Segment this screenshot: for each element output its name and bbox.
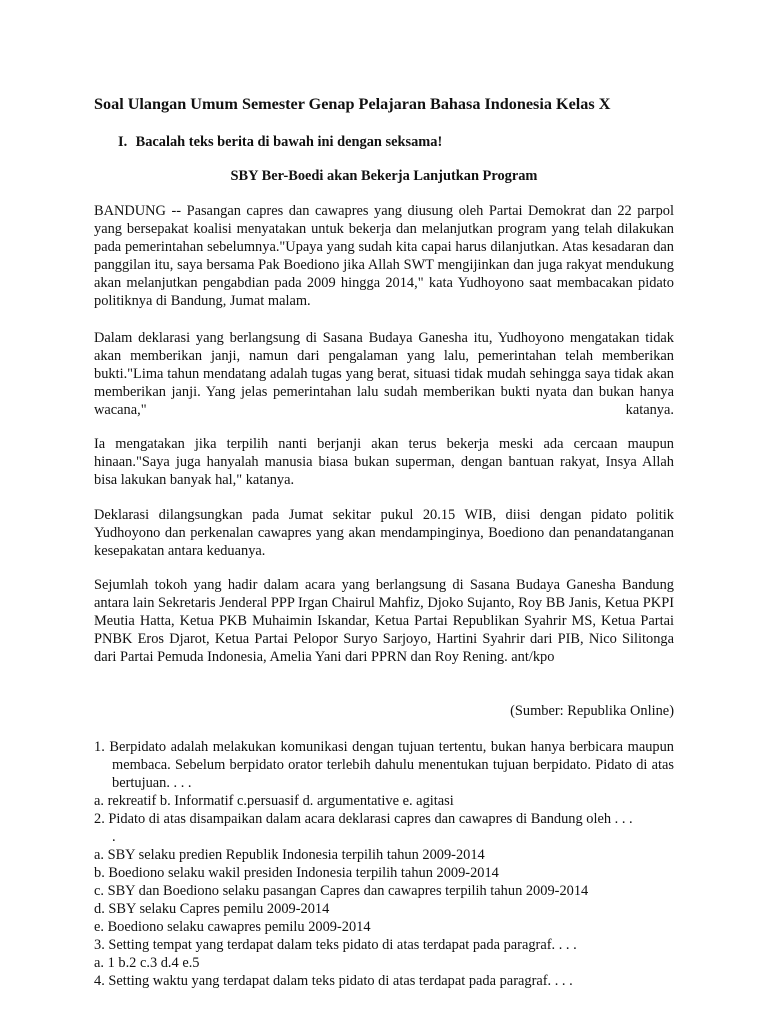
instruction [118, 133, 678, 151]
question-3-options: a. 1 b.2 c.3 d.4 e.5 [94, 955, 200, 971]
article-source: (Sumber: Republika Online) [510, 703, 674, 719]
question-2-option-e: e. Boediono selaku cawapres pemilu 2009-2014 [94, 919, 371, 935]
question-4: 4. Setting waktu yang terdapat dalam teks pidato di atas terdapat pada paragraf. . . . [94, 973, 573, 989]
instruction-text: Bacalah teks berita di bawah ini dengan seksama! [135, 134, 443, 150]
question-2-option-d: d. SBY selaku Capres pemilu 2009-2014 [94, 901, 330, 917]
question-2: 2. Pidato di atas disampaikan dalam acara deklarasi capres dan cawapres di Bandung oleh . . . [94, 811, 633, 827]
article-paragraph-2: Dalam deklarasi yang berlangsung di Sasana Budaya Ganesha itu, Yudhoyono mengatakan tidak akan memberikan janji, namun dari pengalaman yang lalu, pemerintahan telah memberikan bukti."Lima tahun mendatang adalah tugas yang berat, situasi tidak mudah sehingga saya tidak akan memberikan janji. Yang jelas pemerintahan lalu sudah memberikan bukti nyata dan bukan hanya wacana," katanya. [94, 330, 674, 418]
instruction-number: I. [118, 134, 128, 150]
question-list [94, 738, 674, 990]
question-3: 3. Setting tempat yang terdapat dalam teks pidato di atas terdapat pada paragraf. . . . [94, 937, 577, 953]
question-1-options: a. rekreatif b. Informatif c.persuasif d. argumentative e. agitasi [94, 793, 454, 809]
article-headline: SBY Ber-Boedi akan Bekerja Lanjutkan Program [230, 168, 538, 184]
question-1: 1. Berpidato adalah melakukan komunikasi dengan tujuan tertentu, bukan hanya berbicara maupun membaca. Sebelum berpidato orator terlebih dahulu menentukan tujuan berpidato. Pidato di atas bertujuan. . . . [94, 739, 674, 791]
document-title: Soal Ulangan Umum Semester Genap Pelajaran Bahasa Indonesia Kelas X [94, 95, 611, 113]
article-paragraph-1: BANDUNG -- Pasangan capres dan cawapres yang diusung oleh Partai Demokrat dan 22 parpol yang bersepakat koalisi menyatakan untuk bekerja dan melanjutkan program yang telah dilakukan pada pemerintahan sebelumnya."Upaya yang sudah kita capai harus dilanjutkan. Atas kesadaran dan panggilan itu, saya bersama Pak Boediono jika Allah SWT mengijinkan dan juga rakyat mendukung akan melanjutkan pengabdian pada 2009 hingga 2014," kata Yudhoyono saat membacakan pidato politiknya di Bandung, Jumat malam. [94, 203, 674, 309]
question-2-option-b: b. Boediono selaku wakil presiden Indonesia terpilih tahun 2009-2014 [94, 865, 499, 881]
article-paragraph-5: Sejumlah tokoh yang hadir dalam acara yang berlangsung di Sasana Budaya Ganesha Bandung antara lain Sekretaris Jenderal PPP Irgan Chairul Mahfiz, Djoko Sujanto, Roy BB Janis, Ketua PKPI Meutia Hatta, Ketua PKB Muhaimin Iskandar, Ketua Partai Republikan Syahrir MS, Ketua Partai PNBK Eros Djarot, Ketua Partai Pelopor Suryo Sarjoyo, Hartini Syahrir dari PIB, Nico Silitonga dari Partai Pemuda Indonesia, Amelia Yani dari PPRN dan Roy Rening. ant/kpo [94, 577, 674, 665]
question-2-option-a: a. SBY selaku predien Republik Indonesia terpilih tahun 2009-2014 [94, 847, 485, 863]
article-paragraph-3: Ia mengatakan jika terpilih nanti berjanji akan terus bekerja meski ada cercaan maupun hinaan."Saya juga hanyalah manusia biasa bukan superman, dengan bantuan rakyat, Insya Allah bisa lakukan banyak hal," katanya. [94, 436, 674, 488]
article-paragraph-4: Deklarasi dilangsungkan pada Jumat sekitar pukul 20.15 WIB, diisi dengan pidato politik Yudhoyono dan perkenalan cawapres yang akan mendampinginya, Boediono dan penandatanganan kesepakatan antara keduanya. [94, 507, 674, 559]
question-2-option-c: c. SBY dan Boediono selaku pasangan Capres dan cawapres terpilih tahun 2009-2014 [94, 883, 589, 899]
question-2-continuation: . [112, 829, 116, 845]
